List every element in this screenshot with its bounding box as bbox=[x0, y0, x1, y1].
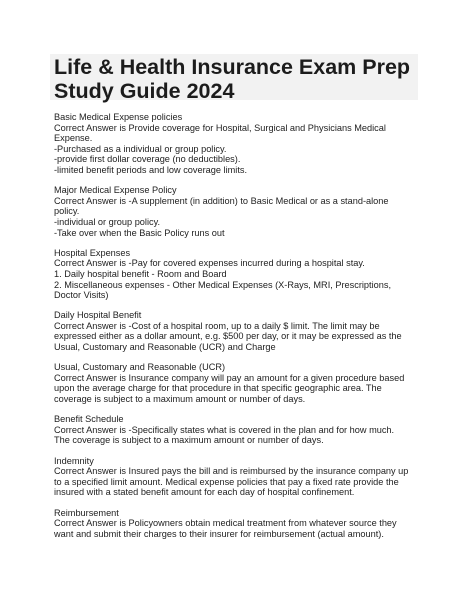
answer-line: Usual, Customary and Reasonable (UCR) and Charge bbox=[54, 342, 276, 353]
answer-line: Correct Answer is Insured pays the bill and is reimbursed by the insurance company up bbox=[54, 466, 409, 477]
answer-line: want and submit their charges to their insurer for reimbursement (actual amount). bbox=[54, 528, 384, 539]
section-heading: Usual, Customary and Reasonable (UCR) bbox=[54, 362, 226, 373]
answer-line: -Purchased as a individual or group policy. bbox=[54, 143, 227, 154]
answer-line: Correct Answer is -Pay for covered expenses incurred during a hospital stay. bbox=[54, 258, 365, 269]
page-title: Life & Health Insurance Exam Prep Study Guide 2024 bbox=[54, 55, 411, 103]
qa-section bbox=[54, 112, 426, 176]
answer-line: 1. Daily hospital benefit - Room and Board bbox=[54, 268, 227, 279]
answer-line: Expense. bbox=[54, 133, 93, 144]
section-heading: Basic Medical Expense policies bbox=[54, 112, 183, 122]
qa-section bbox=[54, 310, 426, 352]
answer-line: insured with a stated benefit amount for each day of hospital confinement. bbox=[54, 487, 355, 498]
answer-line: -provide first dollar coverage (no deductibles). bbox=[54, 154, 241, 165]
answer-line: Doctor Visits) bbox=[54, 290, 109, 301]
section-heading: Reimbursement bbox=[54, 507, 119, 518]
answer-line: 2. Miscellaneous expenses - Other Medical Expenses (X-Rays, MRI, Prescriptions, bbox=[54, 279, 392, 290]
answer-line: expressed either as a dollar amount, e.g. $500 per day, or it may be expressed as the bbox=[54, 331, 402, 342]
answer-line: -Take over when the Basic Policy runs out bbox=[54, 227, 225, 238]
section-heading: Hospital Expenses bbox=[54, 247, 131, 258]
answer-line: -individual or group policy. bbox=[54, 216, 161, 227]
section-heading: Daily Hospital Benefit bbox=[54, 310, 142, 321]
section-heading: Major Medical Expense Policy bbox=[54, 185, 177, 196]
answer-line: coverage is subject to a maximum amount or number of days. bbox=[54, 394, 306, 405]
answer-line: Correct Answer is Insurance company will pay an amount for a given procedure based bbox=[54, 372, 405, 383]
answer-line: Correct Answer is -Specifically states what is covered in the plan and for how much. bbox=[54, 424, 395, 435]
qa-section bbox=[54, 456, 426, 498]
qa-section bbox=[54, 508, 426, 540]
section-heading: Benefit Schedule bbox=[54, 414, 124, 425]
answer-line: upon the average charge for that procedure in that specific geographic area. The bbox=[54, 383, 382, 394]
answer-line: Correct Answer is -Cost of a hospital room, up to a daily $ limit. The limit may be bbox=[54, 320, 380, 331]
answer-line: -limited benefit periods and low coverage limits. bbox=[54, 164, 248, 175]
section-heading: Indemnity bbox=[54, 455, 94, 466]
qa-section bbox=[54, 414, 426, 446]
answer-line: policy. bbox=[54, 206, 80, 217]
answer-line: The coverage is subject to a maximum amount or number of days. bbox=[54, 435, 324, 446]
answer-line: to a specified limit amount. Medical expense policies that pay a fixed rate provide the bbox=[54, 476, 399, 487]
qa-section bbox=[54, 248, 426, 301]
answer-line: Correct Answer is Provide coverage for Hospital, Surgical and Physicians Medical bbox=[54, 122, 386, 133]
answer-line: Correct Answer is -A supplement (in addition) to Basic Medical or as a stand-alone bbox=[54, 195, 389, 206]
answer-line: Correct Answer is Policyowners obtain medical treatment from whatever source they bbox=[54, 518, 397, 529]
document-body bbox=[54, 112, 426, 549]
qa-section bbox=[54, 185, 426, 238]
qa-section bbox=[54, 362, 426, 404]
